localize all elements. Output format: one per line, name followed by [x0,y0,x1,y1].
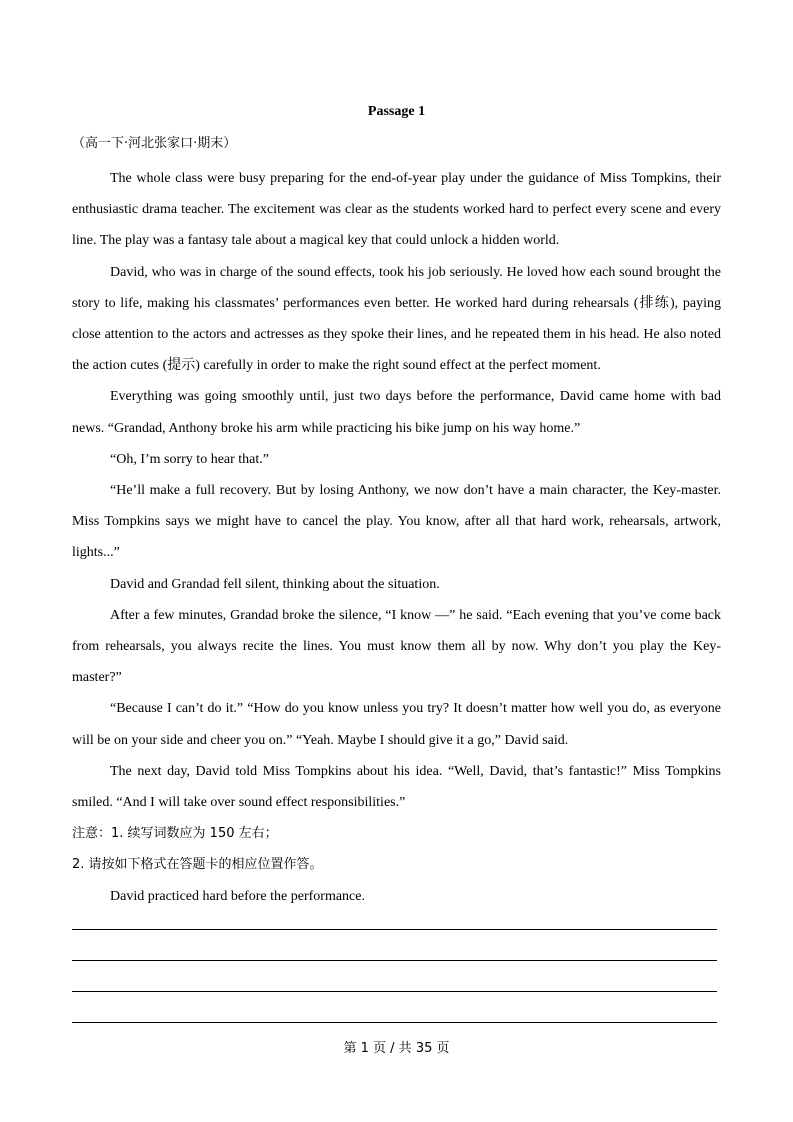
answer-line [72,991,717,992]
paragraph: The next day, David told Miss Tompkins about his idea. “Well, David, that’s fantastic!” Miss Tompkins smiled. “And I will take over sound effect responsibilities.” [72,763,721,811]
answer-line [72,1022,717,1023]
paragraph: The whole class were busy preparing for the end-of-year play under the guidance of Miss Tompkins, their enthusiastic drama teacher. The excitement was clear as the students worked hard to perfect every scene and every line. The play was a fantasy tale about a magical key that could unlock a hidden world. [72,171,721,249]
paragraph: David and Grandad fell silent, thinking about the situation. [110,576,440,592]
answer-line [72,960,717,961]
prompt-sentence: David practiced hard before the performance. [110,888,365,904]
note-answer-format: 2. 请按如下格式在答题卡的相应位置作答。 [72,857,323,873]
paragraph: “He’ll make a full recovery. But by losing Anthony, we now don’t have a main character, the Key-master. Miss Tompkins says we might have to cancel the play. You know, after all that hard work, rehearsals, artwork, lights...” [72,483,721,561]
answer-lines [72,929,717,1053]
passage-source: （高一下·河北张家口·期末） [72,136,237,151]
answer-line [72,929,717,930]
paragraph: “Because I can’t do it.” “How do you know unless you try? It doesn’t matter how well you do, as everyone will be on your side and cheer you on.” “Yeah. Maybe I should give it a go,” David said. [72,701,721,748]
paragraph: David, who was in charge of the sound effects, took his job seriously. He loved how each sound brought the story to life, making his classmates’ performances even better. He worked hard during rehearsals (排练), paying close attention to the actors and actresses as they spoke their lines, and he repeated them in his head. He also noted the action cutes (提示) carefully in order to make the right sound effect at the perfect moment. [72,264,721,374]
passage-body [72,163,721,912]
paragraph: After a few minutes, Grandad broke the silence, “I know —” he said. “Each evening that you’ve come back from rehearsals, you always recite the lines. You must know them all by now. Why don’t you play the Key-master?” [72,607,721,686]
note-word-count: 注意：1. 续写词数应为 150 左右； [72,826,278,842]
passage-title: Passage 1 [367,104,426,119]
paragraph: “Oh, I’m sorry to hear that.” [110,451,269,467]
page-footer: 第 1 页 / 共 35 页 [343,1041,450,1056]
paragraph: Everything was going smoothly until, just two days before the performance, David came home with bad news. “Grandad, Anthony broke his arm while practicing his bike jump on his way home.” [72,389,721,436]
